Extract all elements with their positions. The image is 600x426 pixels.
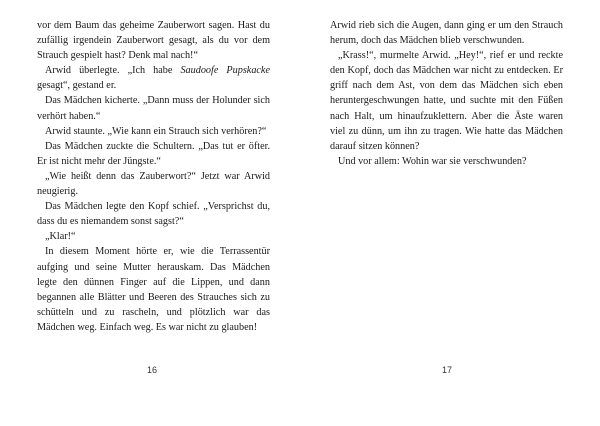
page-number: 16 — [146, 365, 157, 375]
paragraph: Das Mädchen zuckte die Schultern. „Das tut er öfter. Er ist nicht mehr der Jüngste.“ — [37, 140, 270, 167]
page-number: 17 — [441, 365, 452, 375]
paragraph: „Klar!“ — [45, 231, 76, 243]
paragraph: vor dem Baum das geheime Zauberwort sagen. Hast du zufällig irgendein Zauberwort gesagt, als du vor dem Strauch gespielt hast? Denk mal nach!“ — [37, 20, 270, 62]
left-page-text — [37, 18, 270, 335]
left-page — [37, 18, 270, 408]
paragraph: „Wie heißt denn das Zauberwort?“ Jetzt war Arwid neugierig. — [37, 170, 270, 198]
paragraph: „Krass!“, murmelte Arwid. „Hey!“, rief er und reckte den Kopf, doch das Mädchen war nicht zu entdecken. Er griff nach dem Ast, von dem das Mädchen sich eben heruntergeschwungen hatte, und suchte mit den Füßen nach Halt, um hinaufzuklettern. Aber die Äste waren viel zu dünn, um ihn zu tragen. Wie hatte das Mädchen darauf sitzen können? — [330, 50, 563, 152]
paragraph: In diesem Moment hörte er, wie die Terrassentür aufging und seine Mutter herauskam. Das Mädchen legte den dünnen Finger auf die Lippen, und dann begannen alle Blätter und Beeren des Strauches sich zu schütteln und zu rascheln, und plötzlich war das Mädchen weg. Einfach weg. Es war nicht zu glauben! — [37, 246, 270, 333]
paragraph-text: gesagt“, gestand er. — [37, 80, 117, 92]
paragraph — [37, 63, 270, 93]
emphasized-text: Saudoofe Pupskacke — [180, 65, 270, 77]
right-page-text — [330, 18, 563, 169]
paragraph: Arwid rieb sich die Augen, dann ging er um den Strauch herum, doch das Mädchen blieb verschwunden. — [330, 20, 563, 47]
paragraph: Arwid staunte. „Wie kann ein Strauch sich verhören?“ — [45, 125, 267, 137]
right-page — [330, 18, 563, 408]
paragraph-text: Arwid überlegte. „Ich habe — [45, 65, 181, 77]
paragraph: Und vor allem: Wohin war sie verschwunden? — [338, 155, 527, 167]
paragraph: Das Mädchen legte den Kopf schief. „Versprichst du, dass du es niemandem sonst sagst?“ — [37, 201, 270, 228]
paragraph: Das Mädchen kicherte. „Dann muss der Holunder sich verhört haben.“ — [37, 95, 270, 122]
